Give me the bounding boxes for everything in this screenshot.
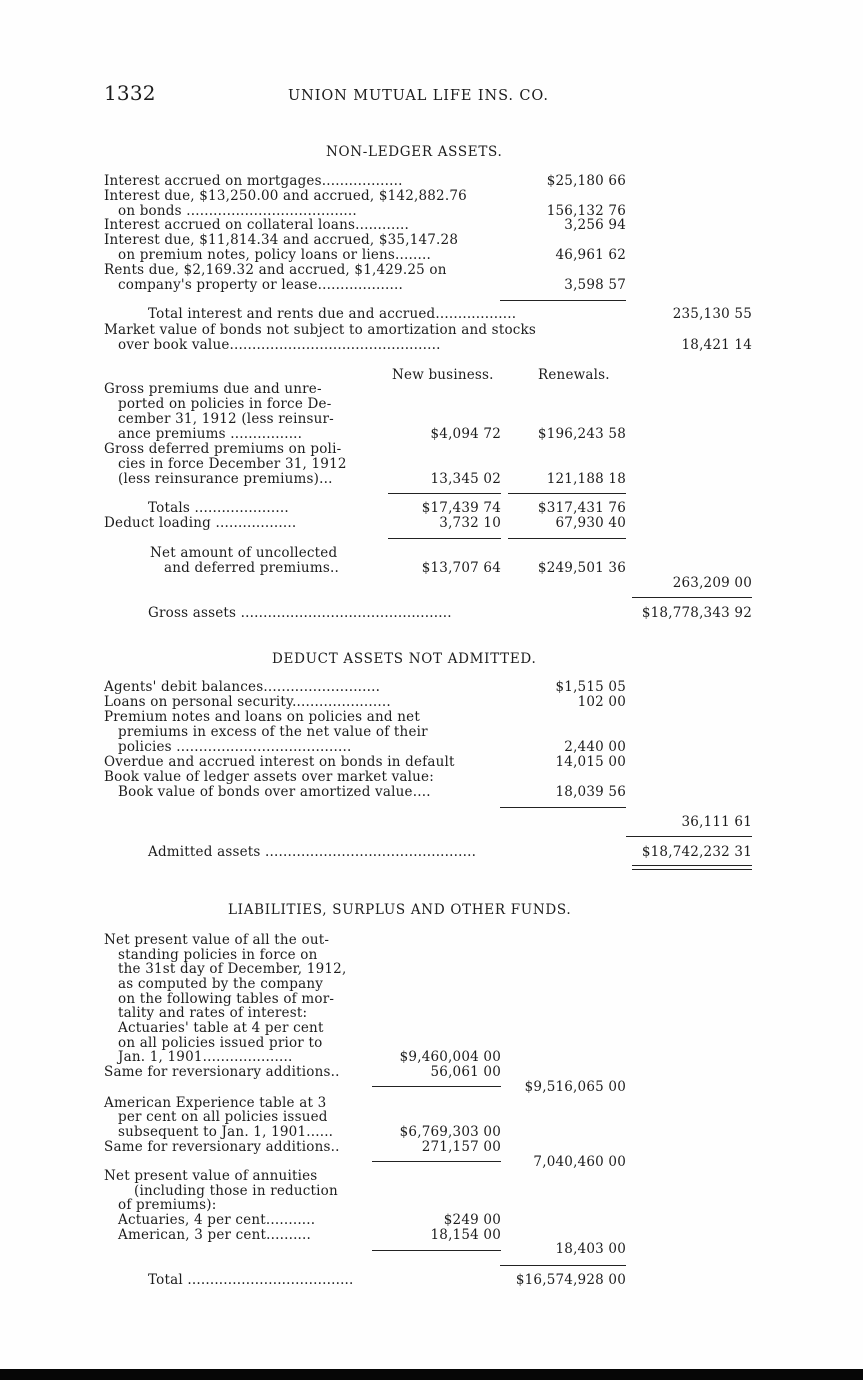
- liab-reversionary-1-value: 56,061 00: [430, 1064, 501, 1080]
- liab-american-line: American Experience table at 3: [104, 1095, 327, 1111]
- prem-gross-due-line: ance premiums ................: [118, 426, 303, 442]
- nl-premium-notes-label-a: Interest due, $11,814.34 and accrued, $35,147.28: [104, 232, 459, 248]
- liab-total-value: $16,574,928 00: [515, 1272, 626, 1288]
- prem-gross-due-renewals: $196,243 58: [537, 426, 626, 442]
- liab-american-line: per cent on all policies issued: [118, 1109, 328, 1125]
- nl-premium-notes-label-b: on premium notes, policy loans or liens........: [118, 247, 431, 263]
- nl-rents-value: 3,598 57: [564, 277, 626, 293]
- rule: [372, 1250, 501, 1251]
- admitted-assets-value: $18,742,232 31: [641, 844, 752, 860]
- liab-net-value-line: standing policies in force on: [118, 947, 318, 963]
- prem-net-label-a: Net amount of uncollected: [150, 545, 338, 561]
- nl-bonds-label-a: Interest due, $13,250.00 and accrued, $142,882.76: [104, 188, 467, 204]
- prem-deduct-loading-new: 3,732 10: [439, 515, 501, 531]
- rule: [626, 836, 752, 837]
- nl-premium-notes-value: 46,961 62: [555, 247, 626, 263]
- nl-market-value-label-b: over book value...............................................: [118, 337, 441, 353]
- prem-gross-due-line: ported on policies in force De-: [118, 396, 332, 412]
- na-overdue-label: Overdue and accrued interest on bonds in default: [104, 754, 455, 770]
- nl-bonds-label-b: on bonds ......................................: [118, 203, 357, 219]
- gross-assets-label: Gross assets ...............................................: [148, 605, 452, 621]
- liabilities-title: LIABILITIES, SURPLUS AND OTHER FUNDS.: [228, 902, 572, 918]
- prem-gross-due-line: cember 31, 1912 (less reinsur-: [118, 411, 334, 427]
- liab-subtotal-3: 18,403 00: [555, 1241, 626, 1257]
- prem-net-new: $13,707 64: [421, 560, 501, 576]
- nl-rents-label-b: company's property or lease...................: [118, 277, 403, 293]
- rule: [388, 538, 501, 539]
- liab-reversionary-2-value: 271,157 00: [421, 1139, 501, 1155]
- double-rule: [632, 865, 752, 866]
- na-agents-label: Agents' debit balances..........................: [104, 679, 381, 695]
- rule: [372, 1086, 501, 1087]
- col-header-new-business: New business.: [392, 367, 494, 383]
- liab-net-value-line: on the following tables of mor-: [118, 991, 335, 1007]
- prem-gross-deferred-renewals: 121,188 18: [546, 471, 626, 487]
- rule: [500, 807, 626, 808]
- liab-american-value: $6,769,303 00: [399, 1124, 501, 1140]
- liab-reversionary-2-label: Same for reversionary additions..: [104, 1139, 340, 1155]
- liab-annuity-actuaries-label: Actuaries, 4 per cent...........: [118, 1212, 316, 1228]
- rule: [508, 493, 626, 494]
- prem-gross-due-new: $4,094 72: [430, 426, 501, 442]
- rule: [500, 1265, 626, 1266]
- nl-interest-mortgages-value: $25,180 66: [546, 173, 626, 189]
- liab-annuities-line: of premiums):: [118, 1197, 217, 1213]
- liab-american-line: subsequent to Jan. 1, 1901......: [118, 1124, 334, 1140]
- prem-gross-deferred-line: (less reinsurance premiums)...: [118, 471, 333, 487]
- admitted-assets-label: Admitted assets ...............................................: [148, 844, 477, 860]
- prem-net-renewals: $249,501 36: [537, 560, 626, 576]
- nl-collateral-label: Interest accrued on collateral loans............: [104, 217, 409, 233]
- prem-gross-due-line: Gross premiums due and unre-: [104, 381, 322, 397]
- na-book-value-label-a: Book value of ledger assets over market value:: [104, 769, 434, 785]
- prem-totals-label: Totals .....................: [148, 500, 289, 516]
- prem-gross-deferred-line: Gross deferred premiums on poli-: [104, 441, 342, 457]
- not-admitted-title: DEDUCT ASSETS NOT ADMITTED.: [272, 651, 537, 667]
- prem-totals-renewals: $317,431 76: [537, 500, 626, 516]
- na-total: 36,111 61: [681, 814, 752, 830]
- liab-annuity-actuaries-value: $249 00: [443, 1212, 501, 1228]
- rule: [388, 493, 501, 494]
- nl-collateral-value: 3,256 94: [564, 217, 626, 233]
- prem-totals-new: $17,439 74: [421, 500, 501, 516]
- col-header-renewals: Renewals.: [538, 367, 610, 383]
- liab-net-value-line: as computed by the company: [118, 976, 324, 992]
- prem-net-total: 263,209 00: [672, 575, 752, 591]
- rule: [508, 538, 626, 539]
- liab-total-label: Total .....................................: [148, 1272, 354, 1288]
- liab-subtotal-1: $9,516,065 00: [524, 1079, 626, 1095]
- nl-market-value-value: 18,421 14: [681, 337, 752, 353]
- page-number: 1332: [104, 81, 156, 105]
- na-loans-value: 102 00: [577, 694, 626, 710]
- prem-gross-deferred-line: cies in force December 31, 1912: [118, 456, 347, 472]
- na-premium-notes-label-a: Premium notes and loans on policies and net: [104, 709, 420, 725]
- running-head: UNION MUTUAL LIFE INS. CO.: [288, 88, 549, 104]
- gross-assets-value: $18,778,343 92: [641, 605, 752, 621]
- na-overdue-value: 14,015 00: [555, 754, 626, 770]
- liab-net-value-line: Actuaries' table at 4 per cent: [118, 1020, 324, 1036]
- rule: [632, 597, 752, 598]
- scan-edge-bar: [0, 1369, 863, 1380]
- rule: [500, 300, 626, 301]
- liab-reversionary-1-label: Same for reversionary additions..: [104, 1064, 340, 1080]
- na-loans-label: Loans on personal security......................: [104, 694, 391, 710]
- nl-rents-label-a: Rents due, $2,169.32 and accrued, $1,429.25 on: [104, 262, 447, 278]
- liab-annuities-line: (including those in reduction: [134, 1183, 338, 1199]
- na-premium-notes-label-b: premiums in excess of the net value of their: [118, 724, 428, 740]
- liab-annuity-american-label: American, 3 per cent..........: [118, 1227, 312, 1243]
- na-premium-notes-label-c: policies .......................................: [118, 739, 352, 755]
- liab-annuity-american-value: 18,154 00: [430, 1227, 501, 1243]
- na-premium-notes-value: 2,440 00: [564, 739, 626, 755]
- prem-net-label-b: and deferred premiums..: [164, 560, 339, 576]
- liab-annuities-line: Net present value of annuities: [104, 1168, 318, 1184]
- non-ledger-title: NON-LEDGER ASSETS.: [326, 144, 503, 160]
- nl-market-value-label-a: Market value of bonds not subject to amortization and stocks: [104, 322, 537, 338]
- prem-deduct-loading-renewals: 67,930 40: [555, 515, 626, 531]
- liab-net-value-line: the 31st day of December, 1912,: [118, 961, 347, 977]
- nl-total-interest-label: Total interest and rents due and accrued..................: [148, 306, 517, 322]
- na-book-value-value: 18,039 56: [555, 784, 626, 800]
- liab-actuaries-value: $9,460,004 00: [399, 1049, 501, 1065]
- na-agents-value: $1,515 05: [555, 679, 626, 695]
- rule: [372, 1161, 501, 1162]
- liab-net-value-line: tality and rates of interest:: [118, 1005, 308, 1021]
- na-book-value-label-b: Book value of bonds over amortized value....: [118, 784, 431, 800]
- nl-interest-mortgages-label: Interest accrued on mortgages..................: [104, 173, 403, 189]
- liab-net-value-line: Net present value of all the out-: [104, 932, 330, 948]
- liab-net-value-line: Jan. 1, 1901....................: [118, 1049, 293, 1065]
- prem-gross-deferred-new: 13,345 02: [430, 471, 501, 487]
- liab-subtotal-2: 7,040,460 00: [533, 1154, 626, 1170]
- prem-deduct-loading-label: Deduct loading ..................: [104, 515, 297, 531]
- double-rule: [632, 869, 752, 870]
- liab-net-value-line: on all policies issued prior to: [118, 1035, 323, 1051]
- nl-bonds-value: 156,132 76: [546, 203, 626, 219]
- nl-total-interest-value: 235,130 55: [672, 306, 752, 322]
